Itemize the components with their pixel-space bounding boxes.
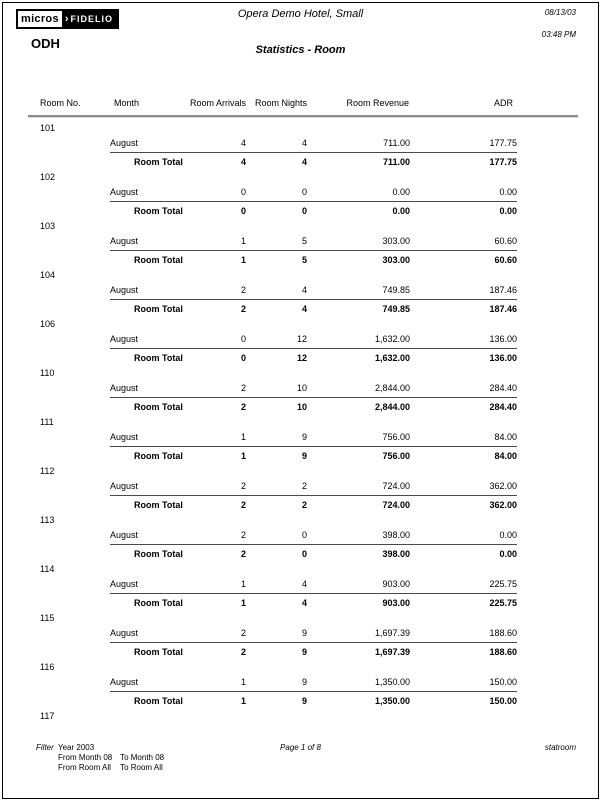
room-number: 117: [40, 711, 55, 721]
cell-adr: 284.40: [489, 402, 517, 412]
property-code: ODH: [31, 36, 60, 51]
table-row: [110, 397, 517, 412]
room-number: 102: [40, 172, 56, 182]
cell-month: August: [110, 383, 139, 393]
cell-adr: 150.00: [489, 677, 517, 687]
cell-month: August: [110, 187, 139, 197]
cell-adr: 84.00: [494, 432, 517, 442]
table-row: [110, 593, 517, 608]
room-group: [28, 118, 578, 167]
cell-room-nights: 4: [301, 598, 307, 608]
cell-adr: 225.75: [489, 579, 517, 589]
cell-adr: 188.60: [489, 647, 517, 657]
cell-month: August: [110, 579, 139, 589]
cell-room-nights: 0: [301, 530, 307, 540]
room-number: 112: [40, 466, 55, 476]
room-number: 106: [40, 319, 56, 329]
cell-month: August: [110, 628, 139, 638]
cell-room-revenue: 0.00: [392, 187, 410, 197]
cell-adr: 362.00: [489, 500, 517, 510]
report-code: statroom: [544, 743, 576, 752]
cell-room-revenue: 903.00: [382, 598, 410, 608]
table-row: [110, 383, 517, 393]
cell-room-arrivals: 2: [240, 628, 246, 638]
room-group: [28, 657, 578, 706]
table-row: [110, 628, 517, 638]
cell-room-revenue: 749.85: [382, 285, 410, 295]
cell-room-revenue: 303.00: [382, 255, 410, 265]
cell-room-revenue: 711.00: [382, 157, 410, 167]
report-footer: [3, 743, 598, 777]
cell-room-nights: 5: [301, 255, 307, 265]
room-number: 110: [40, 368, 55, 378]
cell-room-revenue: 711.00: [383, 138, 410, 148]
room-group: [28, 363, 578, 412]
cell-month: August: [110, 677, 139, 687]
report-time: 03:48 PM: [541, 30, 576, 39]
page-number: Page 1 of 8: [280, 743, 321, 752]
cell-room-revenue: 903.00: [382, 579, 410, 589]
cell-adr: 0.00: [499, 530, 517, 540]
cell-room-nights: 10: [296, 402, 307, 412]
cell-adr: 150.00: [489, 696, 517, 706]
cell-room-nights: 2: [301, 500, 307, 510]
logo-arrow-icon: ›: [64, 13, 70, 25]
cell-room-revenue: 398.00: [382, 530, 410, 540]
cell-month: Room Total: [134, 255, 183, 265]
cell-room-arrivals: 2: [240, 481, 246, 491]
cell-month: Room Total: [134, 157, 183, 167]
cell-adr: 60.60: [494, 236, 517, 246]
column-header-adr: ADR: [493, 98, 513, 108]
room-group: [28, 167, 578, 216]
filter-line: [58, 753, 164, 763]
cell-room-nights: 4: [301, 579, 307, 589]
cell-adr: 0.00: [499, 549, 517, 559]
cell-room-revenue: 303.00: [382, 236, 410, 246]
table-row: [110, 691, 517, 706]
statistics-table: [28, 95, 578, 721]
cell-month: August: [110, 138, 139, 148]
cell-room-arrivals: 2: [240, 530, 246, 540]
cell-room-arrivals: 4: [240, 157, 246, 167]
cell-room-arrivals: 0: [240, 334, 246, 344]
cell-room-nights: 12: [296, 334, 307, 344]
cell-adr: 177.75: [489, 138, 517, 148]
cell-month: August: [110, 285, 139, 295]
cell-room-revenue: 756.00: [382, 451, 410, 461]
cell-room-nights: 4: [301, 285, 307, 295]
table-row: [110, 187, 517, 197]
cell-room-revenue: 1,697.39: [374, 647, 410, 657]
table-row: [110, 152, 517, 167]
cell-room-nights: 4: [301, 138, 307, 148]
cell-month: Room Total: [134, 402, 183, 412]
filter-value-left: From Month 08: [58, 753, 113, 762]
cell-room-arrivals: 0: [240, 353, 246, 363]
hotel-name: Opera Demo Hotel, Small: [237, 8, 364, 20]
cell-room-nights: 5: [301, 236, 307, 246]
cell-adr: 60.60: [494, 255, 517, 265]
table-row: [110, 236, 517, 246]
column-header-room-nights: Room Nights: [254, 98, 307, 108]
room-number: 114: [40, 564, 55, 574]
table-row: [110, 481, 517, 491]
room-group: [28, 461, 578, 510]
filter-value-left: From Room All: [58, 763, 111, 772]
cell-adr: 0.00: [499, 206, 517, 216]
room-number: 111: [40, 417, 54, 427]
cell-room-nights: 4: [301, 157, 307, 167]
cell-room-nights: 12: [296, 353, 307, 363]
room-group: [28, 216, 578, 265]
cell-month: Room Total: [134, 304, 183, 314]
room-group: [28, 559, 578, 608]
cell-room-nights: 9: [301, 696, 307, 706]
table-row: [110, 530, 517, 540]
table-body: [28, 118, 578, 721]
column-header-room-arrivals: Room Arrivals: [189, 98, 246, 108]
cell-month: August: [110, 432, 139, 442]
cell-room-arrivals: 1: [240, 677, 246, 687]
cell-room-arrivals: 4: [240, 138, 246, 148]
cell-room-arrivals: 1: [240, 598, 246, 608]
cell-month: Room Total: [134, 500, 183, 510]
cell-room-revenue: 1,350.00: [374, 677, 410, 687]
cell-room-nights: 9: [301, 451, 307, 461]
cell-month: Room Total: [134, 549, 183, 559]
room-number: 116: [40, 662, 55, 672]
cell-adr: 188.60: [489, 628, 517, 638]
cell-adr: 136.00: [489, 353, 517, 363]
filter-value-right: To Month 08: [120, 753, 165, 762]
room-number: 103: [40, 221, 56, 231]
cell-adr: 187.46: [489, 285, 517, 295]
cell-room-revenue: 724.00: [382, 481, 410, 491]
cell-month: Room Total: [134, 647, 183, 657]
cell-room-nights: 10: [296, 383, 307, 393]
table-row: [110, 201, 517, 216]
room-group: [28, 412, 578, 461]
cell-room-revenue: 756.00: [382, 432, 410, 442]
room-number: 104: [40, 270, 56, 280]
cell-room-revenue: 398.00: [382, 549, 410, 559]
column-header-room-revenue: Room Revenue: [346, 98, 409, 108]
table-row: [110, 432, 517, 442]
cell-room-revenue: 0.00: [392, 206, 410, 216]
cell-room-arrivals: 1: [240, 579, 246, 589]
cell-room-arrivals: 2: [240, 549, 246, 559]
cell-room-nights: 9: [301, 677, 307, 687]
cell-room-arrivals: 2: [240, 500, 246, 510]
cell-adr: 177.75: [489, 157, 517, 167]
logo-fidelio-label: FIDELIO: [70, 14, 114, 24]
cell-room-arrivals: 2: [240, 383, 246, 393]
cell-room-arrivals: 1: [240, 696, 246, 706]
room-group: [28, 510, 578, 559]
page-title: Statistics - Room: [255, 44, 346, 56]
cell-room-arrivals: 2: [240, 285, 246, 295]
cell-room-nights: 9: [301, 432, 307, 442]
cell-adr: 136.00: [489, 334, 517, 344]
cell-month: Room Total: [134, 696, 183, 706]
cell-room-revenue: 1,350.00: [374, 696, 410, 706]
cell-month: August: [110, 236, 139, 246]
cell-room-revenue: 749.85: [382, 304, 410, 314]
cell-room-revenue: 2,844.00: [374, 402, 410, 412]
cell-month: Room Total: [134, 206, 183, 216]
cell-adr: 187.46: [489, 304, 517, 314]
cell-room-arrivals: 2: [240, 647, 246, 657]
cell-month: Room Total: [134, 353, 183, 363]
room-number: 115: [40, 613, 55, 623]
cell-room-nights: 9: [301, 647, 307, 657]
table-row: [110, 495, 517, 510]
table-header-row: [28, 95, 578, 112]
table-row: [110, 334, 517, 344]
room-group: [28, 608, 578, 657]
cell-room-arrivals: 2: [240, 304, 246, 314]
cell-month: Room Total: [134, 451, 183, 461]
cell-adr: 225.75: [489, 598, 517, 608]
cell-adr: 84.00: [494, 451, 517, 461]
cell-room-nights: 0: [301, 206, 307, 216]
cell-room-nights: 4: [301, 304, 307, 314]
table-row: [110, 299, 517, 314]
cell-room-nights: 0: [301, 549, 307, 559]
cell-room-arrivals: 0: [240, 187, 246, 197]
table-row: [110, 544, 517, 559]
cell-room-arrivals: 2: [240, 402, 246, 412]
filter-value-right: To Room All: [120, 763, 163, 772]
cell-month: August: [110, 334, 139, 344]
cell-month: August: [110, 530, 139, 540]
cell-month: August: [110, 481, 139, 491]
cell-room-arrivals: 1: [240, 432, 246, 442]
table-row: [110, 285, 517, 295]
cell-adr: 362.00: [489, 481, 517, 491]
cell-room-revenue: 2,844.00: [374, 383, 410, 393]
cell-room-nights: 2: [301, 481, 307, 491]
cell-room-revenue: 1,632.00: [374, 353, 410, 363]
logo-micros-text: micros: [17, 10, 63, 28]
table-row: [110, 446, 517, 461]
cell-room-arrivals: 1: [240, 255, 246, 265]
filter-line: [58, 763, 164, 773]
column-header-month: Month: [114, 98, 140, 108]
cell-room-revenue: 1,632.00: [374, 334, 410, 344]
cell-room-arrivals: 1: [240, 451, 246, 461]
cell-room-nights: 9: [301, 628, 307, 638]
cell-room-revenue: 1,697.39: [374, 628, 410, 638]
table-row: [110, 677, 517, 687]
room-number: 101: [40, 123, 56, 133]
cell-adr: 284.40: [489, 383, 517, 393]
table-row: [110, 579, 517, 589]
report-page: [2, 2, 599, 799]
cell-room-revenue: 724.00: [382, 500, 410, 510]
table-row: [110, 138, 517, 148]
filter-label: Filter: [36, 743, 54, 752]
room-group: [28, 265, 578, 314]
cell-month: Room Total: [134, 598, 183, 608]
cell-room-arrivals: 1: [240, 236, 246, 246]
report-date: 08/13/03: [544, 8, 576, 17]
filter-value-left: Year 2003: [58, 743, 95, 752]
cell-room-nights: 0: [301, 187, 307, 197]
table-row: [110, 250, 517, 265]
column-header-room-no: Room No.: [40, 98, 81, 108]
room-group: [28, 314, 578, 363]
cell-adr: 0.00: [499, 187, 517, 197]
table-row: [110, 348, 517, 363]
cell-room-arrivals: 0: [240, 206, 246, 216]
table-row: [110, 642, 517, 657]
room-number: 113: [40, 515, 55, 525]
room-group: [28, 706, 578, 721]
